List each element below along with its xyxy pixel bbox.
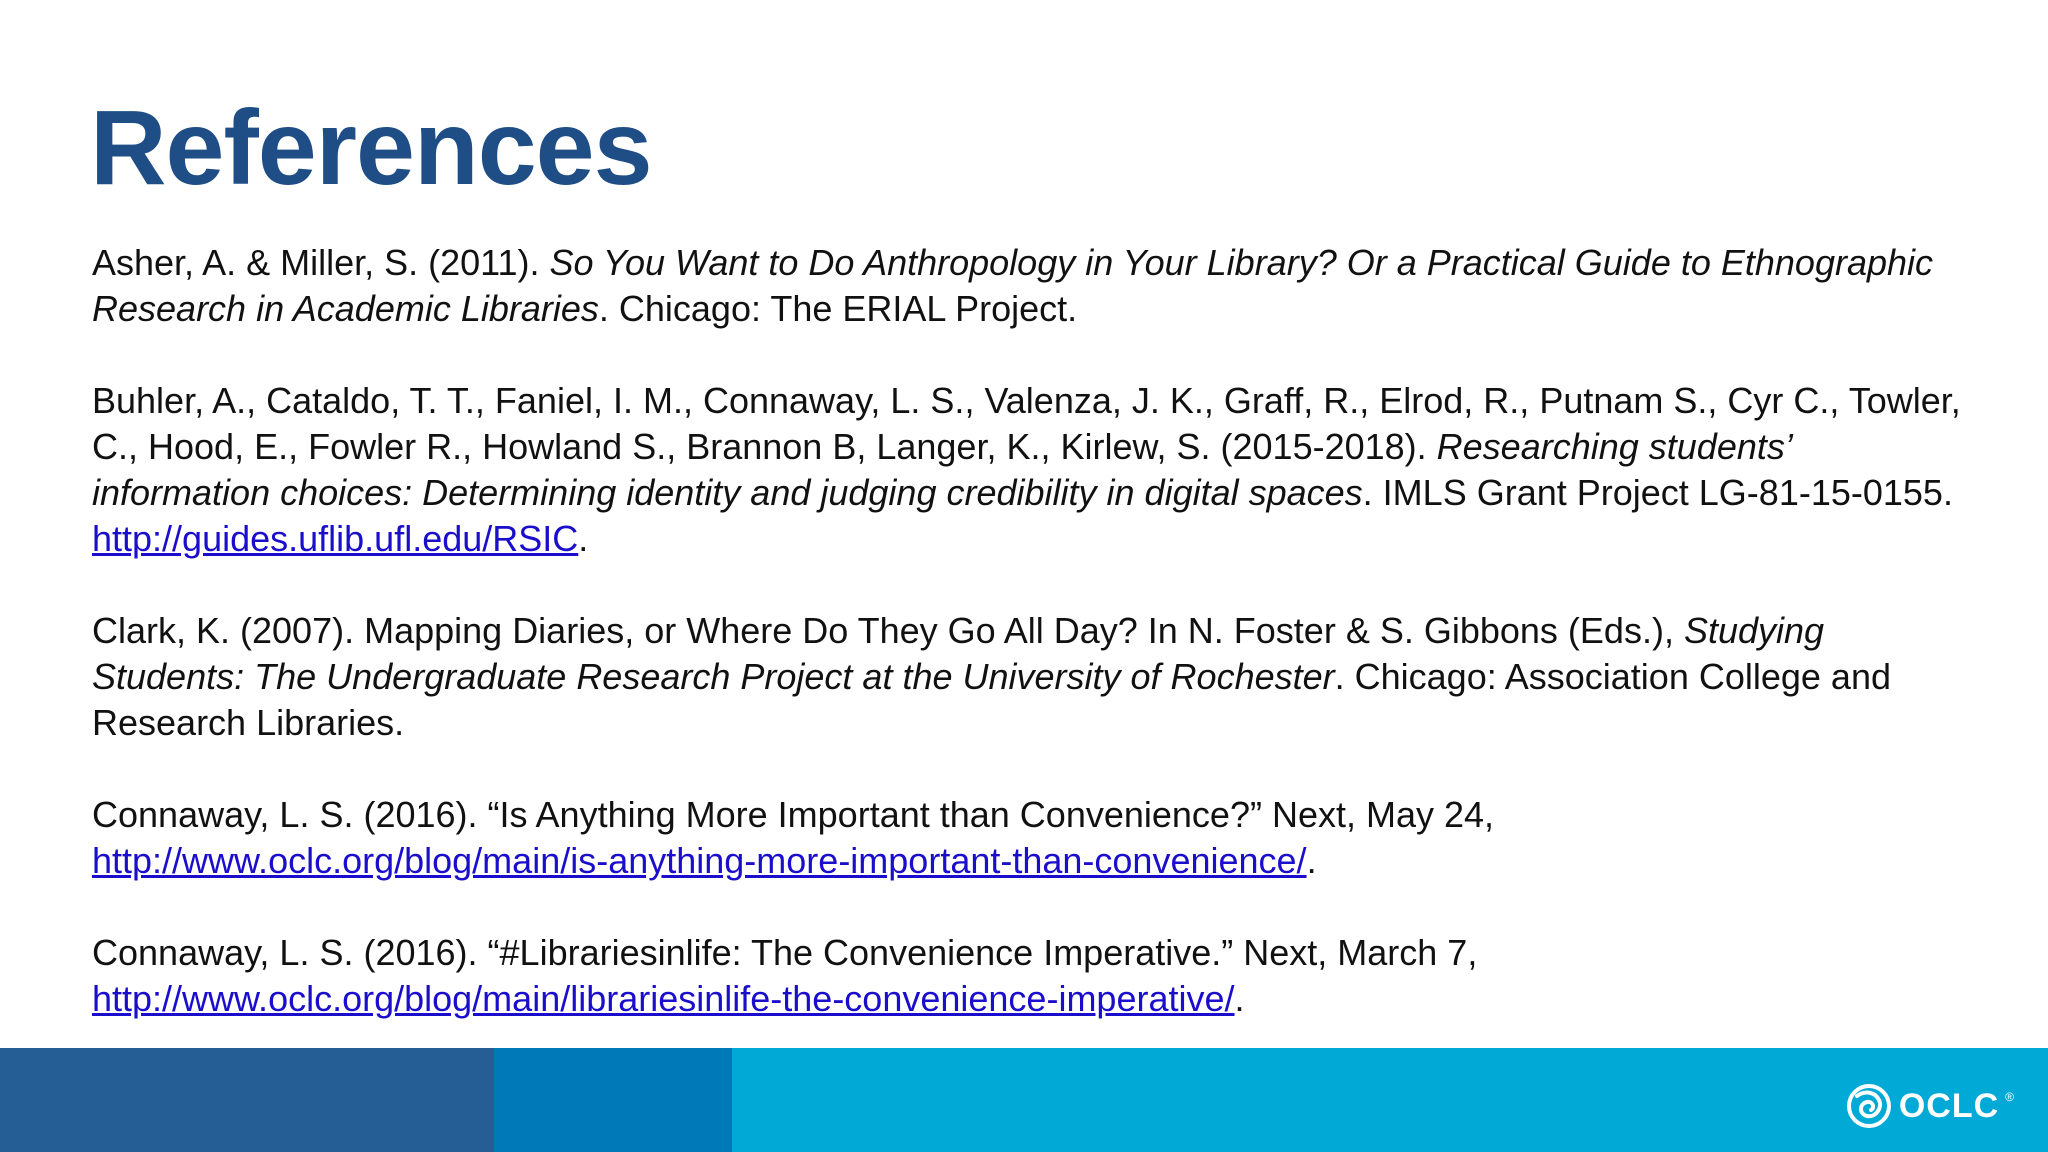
reference-title: So You Want to Do Anthropology in Your Library? Or a Practical Guide to Ethnographic Research in Academic Libraries — [92, 242, 1934, 329]
reference-text: Buhler, A., Cataldo, T. T., Faniel, I. M., Connaway, L. S., Valenza, J. K., Graff, R., Elrod, R., Putnam S., Cyr C., Towler, C., Hood, E., Fowler R., Howland S., Brannon B, Langer, K., Kirlew, S. (2015-2018). — [92, 380, 1961, 467]
oclc-globe-icon — [1845, 1082, 1893, 1130]
oclc-logo-text: OCLC — [1898, 1086, 2000, 1125]
reference-item — [92, 240, 1972, 332]
footer-band-dark — [0, 1048, 494, 1152]
reference-text: . Chicago: The ERIAL Project. — [598, 288, 1078, 329]
reference-text: Connaway, L. S. (2016). “Is Anything More Important than Convenience?” Next, May 24, — [92, 794, 1495, 835]
reference-link[interactable]: http://www.oclc.org/blog/main/librariesinlife-the-convenience-imperative/ — [92, 978, 1235, 1019]
reference-text: Connaway, L. S. (2016). “#Librariesinlife: The Convenience Imperative.” Next, March 7, — [92, 932, 1478, 973]
reference-item — [92, 378, 1972, 562]
reference-text: . Chicago: Association College and Research Libraries. — [92, 656, 1891, 743]
reference-title: Studying Students: The Undergraduate Research Project at the University of Rochester — [92, 610, 1825, 697]
reference-text: . — [1234, 978, 1245, 1019]
registered-mark: ® — [2005, 1090, 2014, 1104]
reference-text: Clark, K. (2007). Mapping Diaries, or Where Do They Go All Day? In N. Foster & S. Gibbons (Eds.), — [92, 610, 1684, 651]
footer-band-light — [732, 1048, 2048, 1152]
reference-text: . — [1306, 840, 1317, 881]
reference-text: . — [578, 518, 589, 559]
reference-item — [92, 930, 1972, 1022]
reference-item — [92, 792, 1972, 884]
reference-item — [92, 608, 1972, 746]
footer-bar — [0, 1048, 2048, 1152]
reference-text: Asher, A. & Miller, S. (2011). — [92, 242, 550, 283]
footer-band-mid — [494, 1048, 732, 1152]
reference-link[interactable]: http://guides.uflib.ufl.edu/RSIC — [92, 518, 579, 559]
reference-text: . IMLS Grant Project LG-81-15-0155. — [1362, 472, 1953, 513]
references-list — [92, 240, 1972, 1068]
slide-title: References — [90, 89, 652, 207]
reference-title: Researching students’ information choices: Determining identity and judging credibility in digital spaces — [92, 426, 1791, 513]
oclc-logo — [1845, 1082, 2014, 1130]
reference-link[interactable]: http://www.oclc.org/blog/main/is-anything-more-important-than-convenience/ — [92, 840, 1307, 881]
